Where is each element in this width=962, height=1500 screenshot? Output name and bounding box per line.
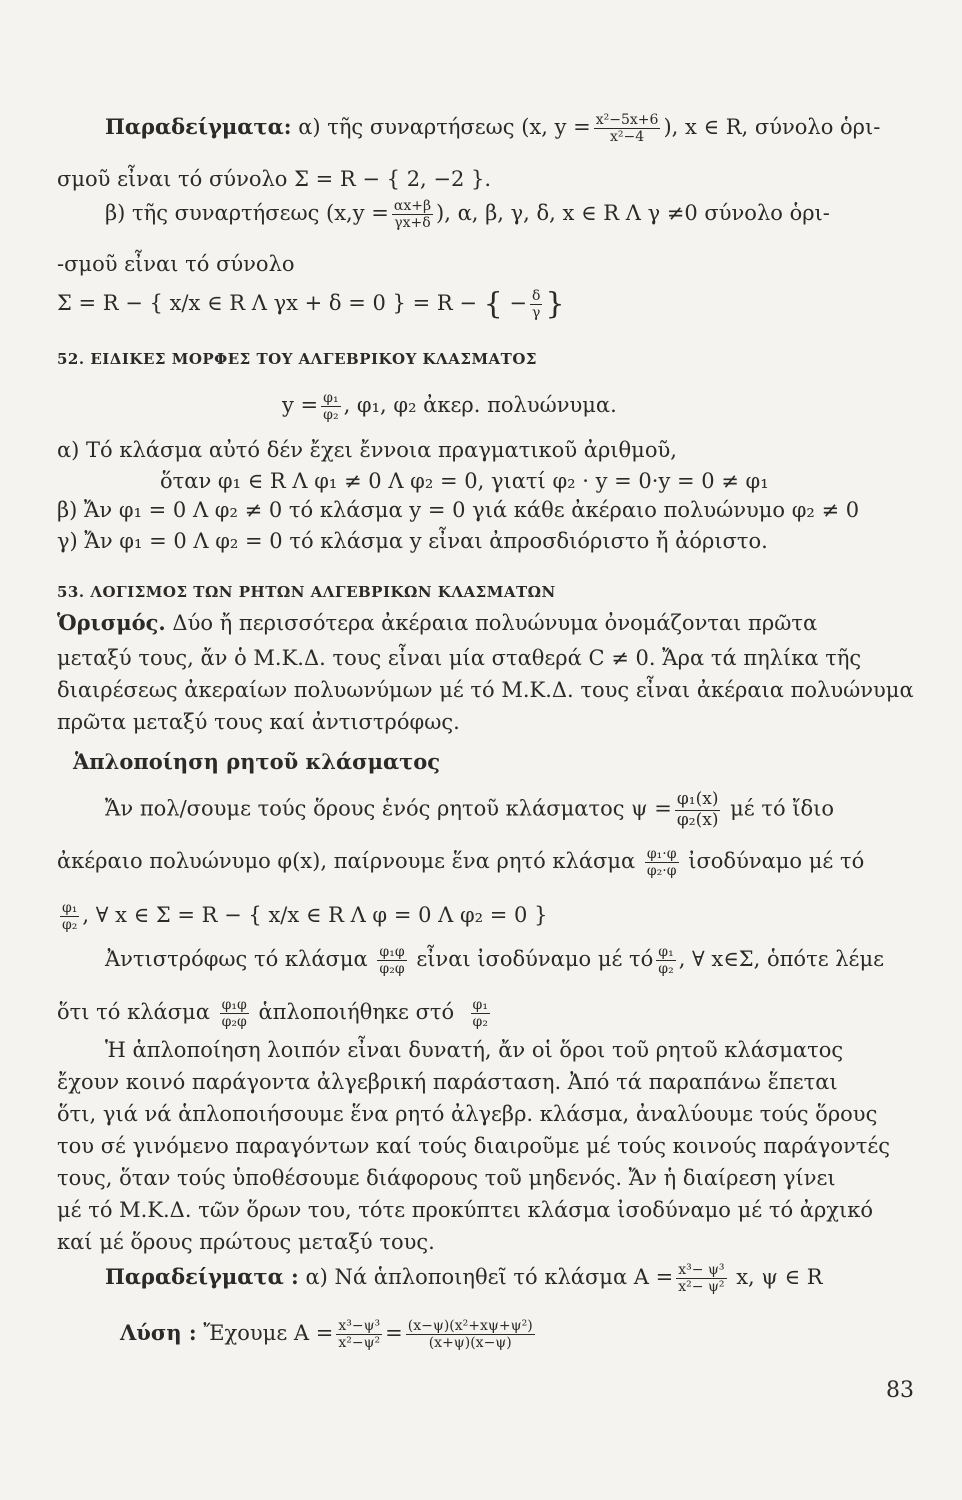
fraction: $\frac{\text{φ₁}}{\text{φ₂}}$ bbox=[323, 390, 339, 424]
paragraph-line6: μέ τό Μ.Κ.Δ. τῶν ὅρων του, τότε προκύπτει κλάσμα ἰσοδύναμο μέ τό ἀρχικό bbox=[57, 1198, 874, 1222]
definition-line2: μεταξύ τους, ἄν ὁ Μ.Κ.Δ. τους εἶναι μία σταθερά C ≠ 0. Ἄρα τά πηλίκα τῆς bbox=[57, 646, 862, 670]
paragraph-line7: καί μέ ὅρους πρώτους μεταξύ τους. bbox=[57, 1230, 435, 1254]
fraction: $\frac{\text{φ₁}}{\text{φ₂}}$ bbox=[472, 997, 488, 1031]
definition-label: Ὁρισμός. bbox=[57, 610, 166, 635]
definition-line3: διαιρέσεως ἀκεραίων πολυωνύμων μέ τό Μ.Κ.Δ. τους εἶναι ἀκέραια πολυώνυμα bbox=[57, 678, 914, 702]
paragraph-line3: ὅτι, γιά νά ἁπλοποιήσουμε ἕνα ρητό ἀλγεβρ. κλάσμα, ἀναλύουμε τούς ὅρους bbox=[57, 1102, 878, 1126]
examples-b-line2: -σμοῦ εἶναι τό σύνολο bbox=[57, 252, 295, 276]
simplification-line5: ὅτι τό κλάσμα $\frac{\text{φ₁φ}}{\text{φ₂φ}}$ ἁπλοποιήθηκε στό $\frac{\text{φ₁}}{\text{φ₂}}$ bbox=[57, 997, 488, 1031]
examples-a-line2: σμοῦ εἶναι τό σύνολο Σ = R − { 2, −2 }. bbox=[57, 167, 492, 191]
fraction: $\frac{\text{(x−ψ)(x²+xψ+ψ²)}}{(x+\psi)(x-\psi)}$ bbox=[407, 1318, 533, 1352]
section-52-c: γ) Ἄν φ₁ = 0 Λ φ₂ = 0 τό κλάσμα y εἶναι ἀπροσδιόριστο ἤ ἀόριστο. bbox=[57, 529, 768, 553]
simplification-line1: Ἄν πολ/σουμε τούς ὅρους ἑνός ρητοῦ κλάσματος ψ = $\frac{\text{φ₁(x)}}{\text{φ₂(x)}}$ μέ τό ἴδιο bbox=[105, 789, 835, 830]
paragraph-line2: ἔχουν κοινό παράγοντα ἀλγεβρική παράσταση. Ἀπό τά παραπάνω ἕπεται bbox=[57, 1070, 838, 1094]
fraction: $\frac{\text{φ₁(x)}}{\text{φ₂(x)}}$ bbox=[676, 789, 719, 830]
examples-label: Παραδείγματα: bbox=[105, 114, 292, 140]
page-number: 83 bbox=[886, 1378, 914, 1403]
fraction: $\frac{\text{x³− ψ³}}{\text{x²− ψ²}}$ bbox=[678, 1262, 725, 1296]
paragraph-line1: Ἡ ἁπλοποίηση λοιπόν εἶναι δυνατή, ἄν οἱ ὅροι τοῦ ρητοῦ κλάσματος bbox=[105, 1038, 844, 1062]
fraction: $\frac{\text{φ₁φ}}{\text{φ₂φ}}$ bbox=[379, 944, 405, 978]
fraction: $\frac{\alpha x+\beta}{\gamma x+\delta}$ bbox=[393, 198, 432, 232]
fraction: $\frac{\text{x³−ψ³}}{\text{x²−ψ²}}$ bbox=[338, 1318, 381, 1352]
section-52-a-condition: ὅταν φ₁ ∈ R Λ φ₁ ≠ 0 Λ φ₂ = 0, γιατί φ₂ · y = 0·y = 0 ≠ φ₁ bbox=[160, 469, 769, 493]
simplification-heading: Ἁπλοποίηση ρητοῦ κλάσματος bbox=[73, 749, 441, 774]
solution-line: Λύση : Ἔχουμε A = $\frac{\text{x³−ψ³}}{\text{x²−ψ²}}$ = $\frac{\text{(x−ψ)(x²+xψ+ψ²)}}{(x+\psi)(x-\psi)}$ bbox=[120, 1318, 533, 1352]
fraction: $\frac{\text{φ₁}}{\text{φ₂}}$ bbox=[658, 944, 674, 978]
definition-line4: πρῶτα μεταξύ τους καί ἀντιστρόφως. bbox=[57, 710, 460, 734]
simplification-line2: ἀκέραιο πολυώνυμο φ(x), παίρνουμε ἕνα ρητό κλάσμα $\frac{\text{φ₁·φ}}{\text{φ₂·φ}}$ ἰσοδύναμο μέ τό bbox=[57, 846, 865, 880]
section-53-heading: 53. ΛΟΓΙΣΜΟΣ ΤΩΝ ΡΗΤΩΝ ΑΛΓΕΒΡΙΚΩΝ ΚΛΑΣΜΑΤΩΝ bbox=[57, 583, 556, 601]
fraction: $\frac{\text{x²−5x+6}}{\text{x²−4}}$ bbox=[595, 112, 659, 146]
y-definition: y = $\frac{\text{φ₁}}{\text{φ₂}}$ , φ₁, φ₂ ἀκερ. πολυώνυμα. bbox=[282, 390, 617, 424]
fraction: $\frac{\text{φ₁}}{\text{φ₂}}$ bbox=[62, 900, 78, 934]
examples-a-line: Παραδείγματα: α) τῆς συναρτήσεως (x, y = $\frac{\text{x²−5x+6}}{\text{x²−4}}$ ), x ∈ R, σύνολο ὁρι- bbox=[105, 112, 881, 146]
fraction: $\frac{\text{φ₁φ}}{\text{φ₂φ}}$ bbox=[221, 997, 247, 1031]
examples-b-line: β) τῆς συναρτήσεως (x,y = $\frac{\alpha x+\beta}{\gamma x+\delta}$ ), α, β, γ, δ, x ∈ R Λ γ ≠0 σύνολο ὁρι- bbox=[105, 198, 830, 232]
simplification-line3: $\frac{\text{φ₁}}{\text{φ₂}}$ , ∀ x ∈ Σ = R − { x/x ∈ R Λ φ = 0 Λ φ₂ = 0 } bbox=[62, 900, 548, 934]
sigma-line: Σ = R − { x/x ∈ R Λ γx + δ = 0 } = R − { − $\frac{\delta}{\gamma}$ } bbox=[57, 286, 565, 322]
paragraph-line4: του σέ γινόμενο παραγόντων καί τούς διαιροῦμε μέ τούς κοινούς παράγοντές bbox=[57, 1134, 890, 1158]
examples2-label: Παραδείγματα : bbox=[105, 1264, 299, 1290]
examples2-a-line: Παραδείγματα : α) Νά ἁπλοποιηθεῖ τό κλάσμα A = $\frac{\text{x³− ψ³}}{\text{x²− ψ²}}$ x, ψ ∈ R bbox=[105, 1262, 823, 1296]
section-52-b: β) Ἄν φ₁ = 0 Λ φ₂ ≠ 0 τό κλάσμα y = 0 γιά κάθε ἀκέραιο πολυώνυμο φ₂ ≠ 0 bbox=[57, 498, 860, 522]
definition-line1: Ὁρισμός. Δύο ἤ περισσότερα ἀκέραια πολυώνυμα ὀνομάζονται πρῶτα bbox=[57, 610, 818, 635]
section-52-a: α) Τό κλάσμα αὐτό δέν ἔχει ἔννοια πραγματικοῦ ἀριθμοῦ, bbox=[57, 438, 677, 462]
solution-label: Λύση : bbox=[120, 1320, 197, 1346]
simplification-line4: Ἀντιστρόφως τό κλάσμα $\frac{\text{φ₁φ}}{\text{φ₂φ}}$ εἶναι ἰσοδύναμο μέ τό $\frac{\text{φ₁}}{\text{φ₂}}$ , ∀ x∈Σ, ὁπότε λέμε bbox=[105, 944, 884, 978]
fraction: $\frac{\delta}{\gamma}$ bbox=[532, 288, 541, 322]
fraction: $\frac{\text{φ₁·φ}}{\text{φ₂·φ}}$ bbox=[646, 846, 677, 880]
section-52-heading: 52. ΕΙΔΙΚΕΣ ΜΟΡΦΕΣ ΤΟΥ ΑΛΓΕΒΡΙΚΟΥ ΚΛΑΣΜΑΤΟΣ bbox=[57, 350, 538, 368]
paragraph-line5: τους, ὅταν τούς ὑποθέσουμε διάφορους τοῦ μηδενός. Ἄν ἡ διαίρεση γίνει bbox=[57, 1166, 836, 1190]
